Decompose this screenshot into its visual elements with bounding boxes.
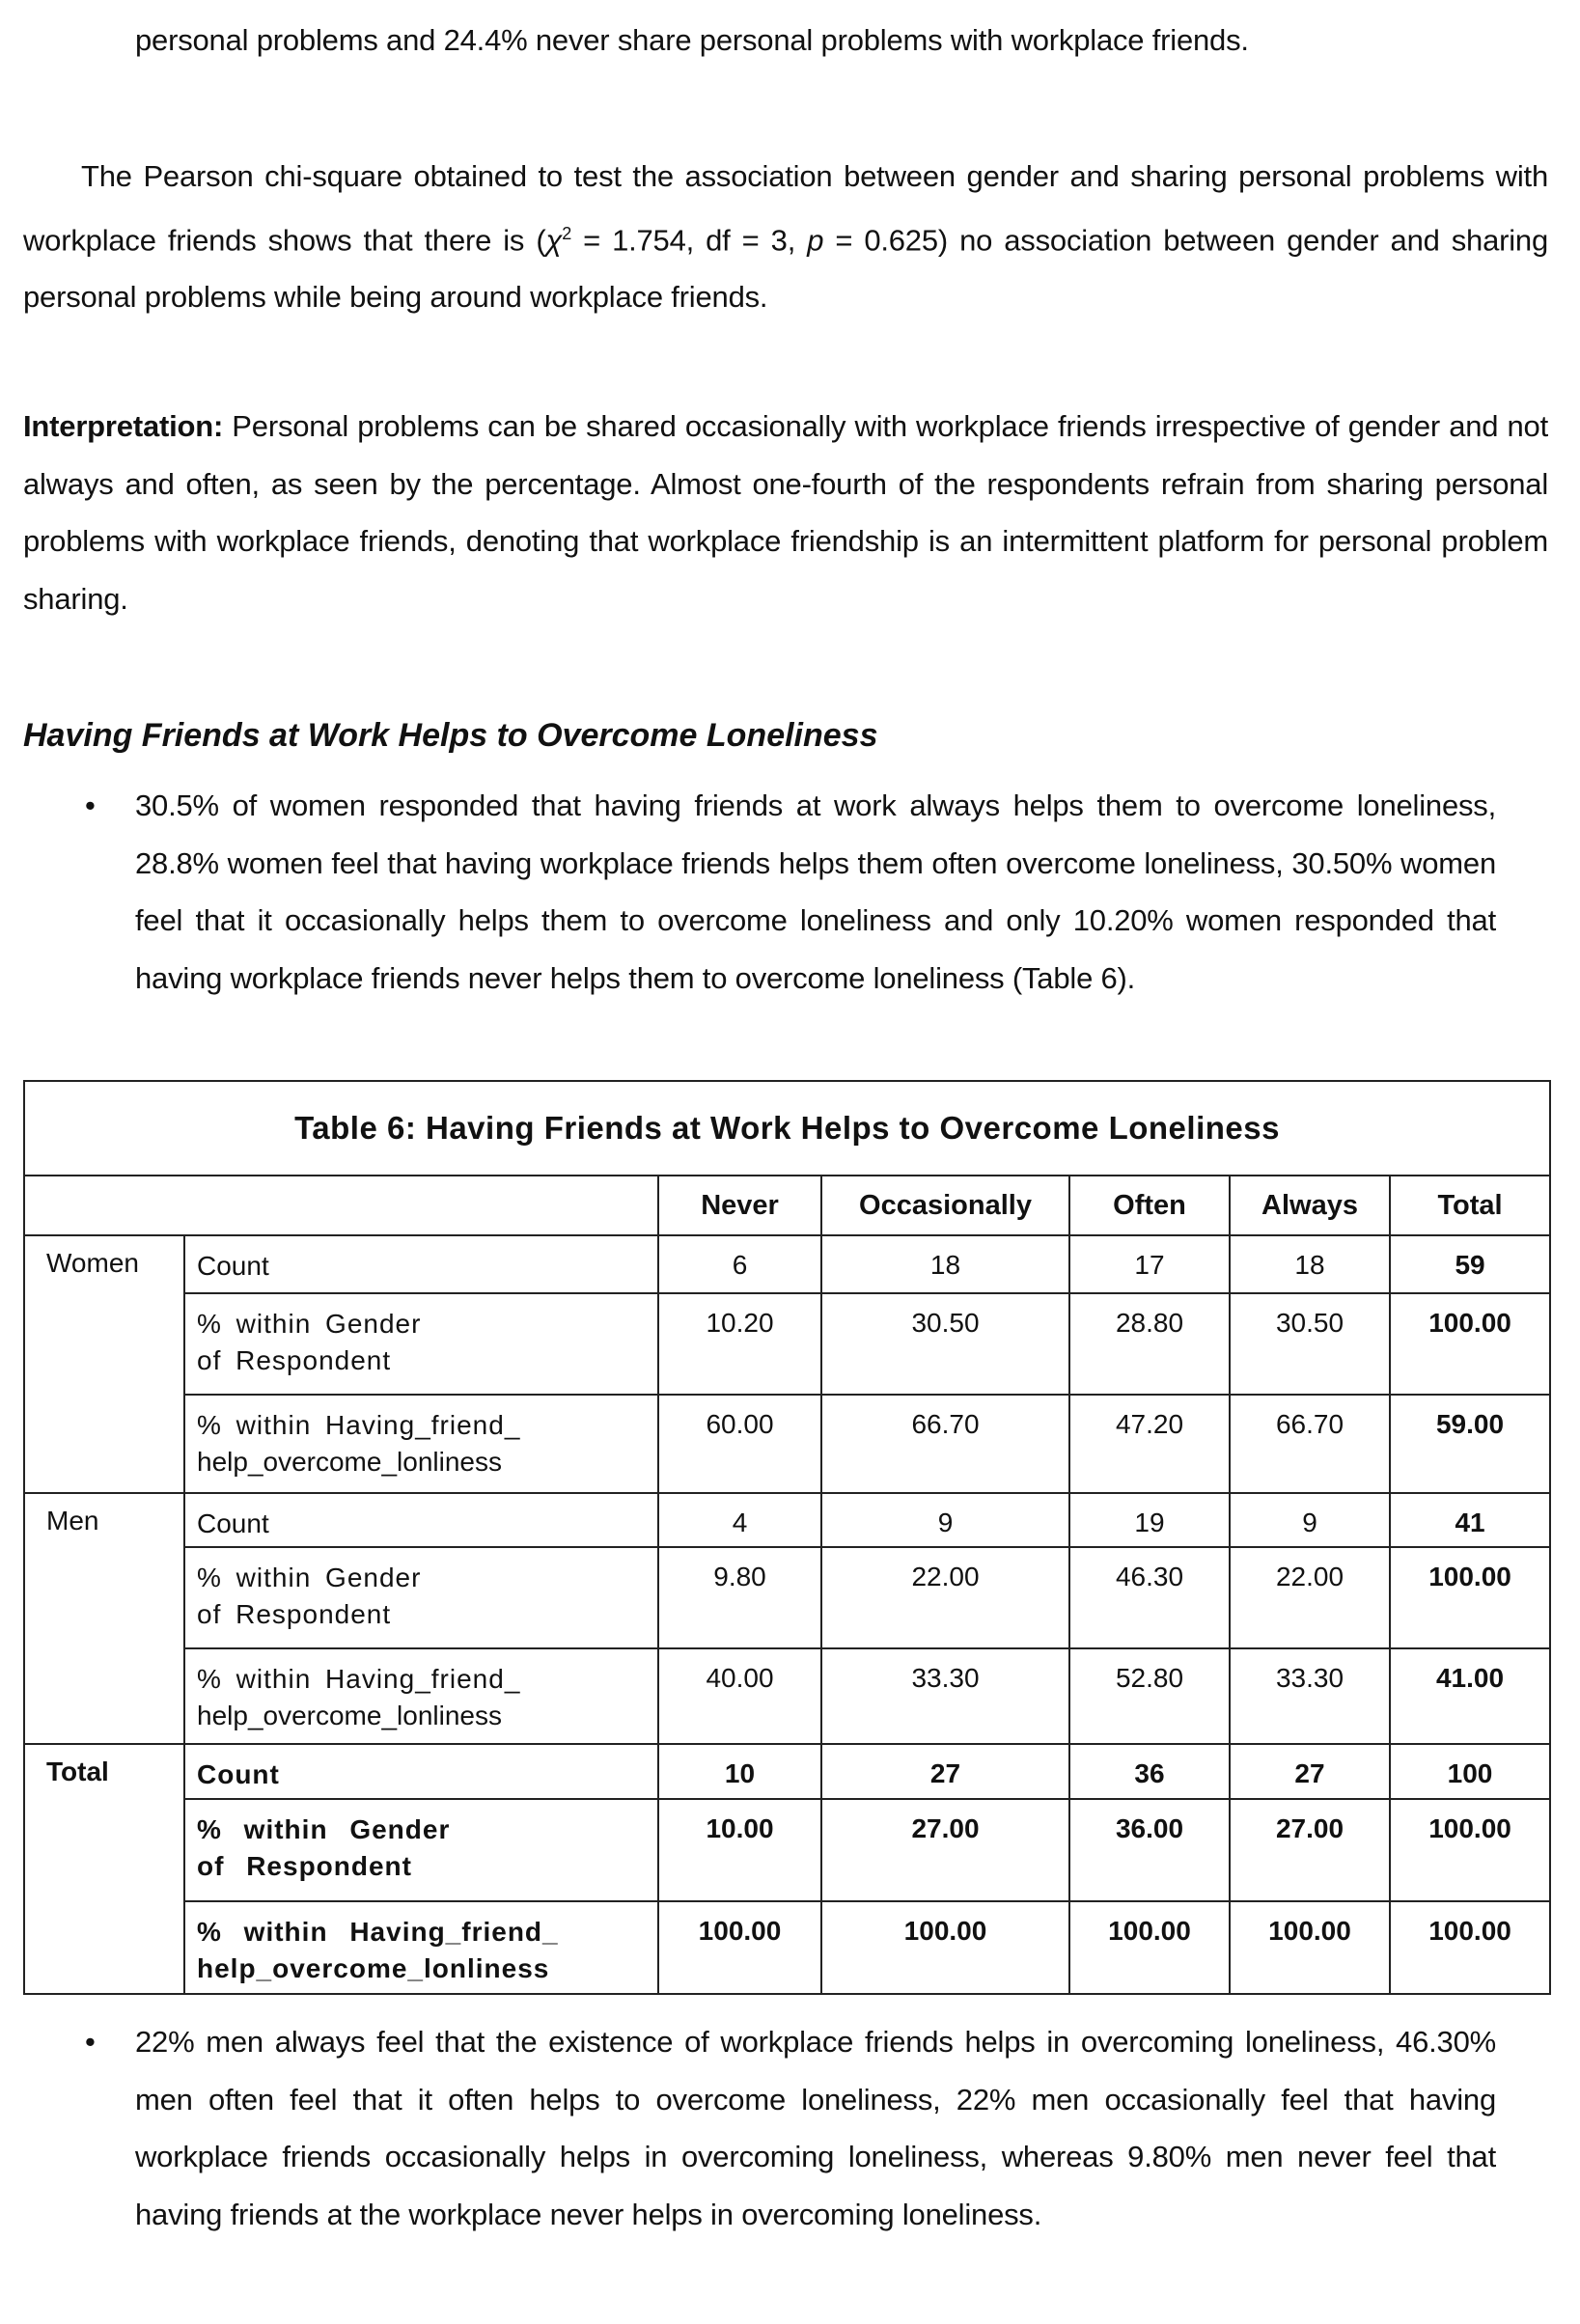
table-row xyxy=(24,1235,1550,1293)
bullet-text: 30.5% of women responded that having friends at work always helps them to overcome loneliness, 28.8% women feel that having workplace friends helps them often overcome loneliness, 30.50% women feel that it occasionally helps them to overcome loneliness and only 10.20% women responded that having workplace friends never helps them to overcome loneliness (Table 6). xyxy=(135,788,1496,995)
bullet-icon: • xyxy=(85,788,96,822)
table-cell: 6 xyxy=(658,1235,821,1293)
column-header: Total xyxy=(1390,1176,1550,1235)
continued-bullet-text xyxy=(135,12,1496,69)
table-cell: 27.00 xyxy=(1230,1799,1390,1901)
table-cell-total: 41.00 xyxy=(1390,1648,1550,1744)
table-row xyxy=(24,1799,1550,1901)
table-cell-total: 100.00 xyxy=(1390,1547,1550,1648)
table-cell-total: 100.00 xyxy=(1390,1901,1550,1994)
bullet-text: personal problems and 24.4% never share personal problems with workplace friends. xyxy=(135,23,1249,57)
table-cell-total: 59 xyxy=(1390,1235,1550,1293)
row-label xyxy=(184,1395,658,1493)
table-cell: 9.80 xyxy=(658,1547,821,1648)
row-label-line: of Respondent xyxy=(197,1599,392,1629)
row-label-line: % within Gender xyxy=(197,1563,422,1592)
table-cell: 10 xyxy=(658,1744,821,1799)
row-label-line: of Respondent xyxy=(197,1345,392,1375)
group-spacer xyxy=(24,1547,184,1648)
header-empty xyxy=(24,1176,658,1235)
group-label-men: Men xyxy=(24,1493,184,1547)
row-label: Count xyxy=(184,1493,658,1547)
table-cell: 27 xyxy=(821,1744,1069,1799)
row-label-line: % within Gender xyxy=(197,1814,451,1844)
p-symbol: p xyxy=(807,222,824,257)
interpretation-text: Personal problems can be shared occasionally with workplace friends irrespective of gender and not always and often, as seen by the percentage. Almost one-fourth of the respondents refrain from sharing personal problems with workplace friends, denoting that workplace friendship is an intermittent platform for personal problem sharing. xyxy=(23,409,1548,616)
table-cell: 46.30 xyxy=(1069,1547,1230,1648)
bullet-item-women xyxy=(85,777,1496,1007)
table-row xyxy=(24,1648,1550,1744)
table-cell: 60.00 xyxy=(658,1395,821,1493)
row-label-line: % within Having_friend_ xyxy=(197,1410,521,1440)
table-cell: 22.00 xyxy=(1230,1547,1390,1648)
row-label xyxy=(184,1293,658,1395)
interpretation-label: Interpretation: xyxy=(23,409,224,443)
table-cell: 40.00 xyxy=(658,1648,821,1744)
chi-symbol: χ xyxy=(545,222,563,257)
table-cell: 19 xyxy=(1069,1493,1230,1547)
table-row xyxy=(24,1744,1550,1799)
interpretation-paragraph xyxy=(23,398,1548,627)
group-label-total: Total xyxy=(24,1744,184,1799)
section-heading: Having Friends at Work Helps to Overcome Loneliness xyxy=(23,717,878,754)
chi-square-paragraph xyxy=(23,148,1548,326)
column-header: Always xyxy=(1230,1176,1390,1235)
table-row xyxy=(24,1493,1550,1547)
group-spacer xyxy=(24,1648,184,1744)
table-cell-total: 100 xyxy=(1390,1744,1550,1799)
group-spacer xyxy=(24,1293,184,1395)
table-cell-total: 41 xyxy=(1390,1493,1550,1547)
table-cell: 66.70 xyxy=(1230,1395,1390,1493)
column-header: Never xyxy=(658,1176,821,1235)
table-cell: 47.20 xyxy=(1069,1395,1230,1493)
bullet-item-men xyxy=(85,2013,1496,2243)
row-label: Count xyxy=(184,1235,658,1293)
table-cell: 52.80 xyxy=(1069,1648,1230,1744)
table-cell: 18 xyxy=(1230,1235,1390,1293)
table-cell: 100.00 xyxy=(1230,1901,1390,1994)
table-cell: 36.00 xyxy=(1069,1799,1230,1901)
superscript: 2 xyxy=(562,223,571,243)
table-cell: 36 xyxy=(1069,1744,1230,1799)
table-cell: 66.70 xyxy=(821,1395,1069,1493)
group-spacer xyxy=(24,1799,184,1901)
table-row xyxy=(24,1293,1550,1395)
table-cell: 27.00 xyxy=(821,1799,1069,1901)
table-cell: 4 xyxy=(658,1493,821,1547)
row-label-line: % within Having_friend_ xyxy=(197,1917,559,1947)
row-label-line: help_overcome_lonliness xyxy=(197,1701,502,1730)
table-cell: 33.30 xyxy=(1230,1648,1390,1744)
column-header: Occasionally xyxy=(821,1176,1069,1235)
table-cell: 9 xyxy=(1230,1493,1390,1547)
row-label-line: % within Having_friend_ xyxy=(197,1664,521,1694)
text-run: = 0.625) no association between gender and sharing personal problems while being around workplace friends. xyxy=(23,222,1549,315)
table-header-row xyxy=(24,1176,1550,1235)
row-label-line: help_overcome_lonliness xyxy=(197,1953,550,1983)
table-cell: 10.20 xyxy=(658,1293,821,1395)
table-row xyxy=(24,1901,1550,1994)
text-run: The Pearson chi-square obtained to test the association between gender and sharing personal problems with workplace friends shows that there is ( xyxy=(23,159,1548,257)
table-row xyxy=(24,1395,1550,1493)
bullet-text: 22% men always feel that the existence of workplace friends helps in overcoming loneliness, 46.30% men often feel that it often helps to overcome loneliness, 22% men occasionally feel that having workplace friends occasionally helps in overcoming loneliness, whereas 9.80% men never feel that having friends at the workplace never helps in overcoming loneliness. xyxy=(135,2025,1496,2231)
table-6 xyxy=(23,1080,1551,1995)
table-cell: 22.00 xyxy=(821,1547,1069,1648)
table-cell-total: 100.00 xyxy=(1390,1799,1550,1901)
group-spacer xyxy=(24,1901,184,1994)
table-cell: 100.00 xyxy=(821,1901,1069,1994)
row-label-line: % within Gender xyxy=(197,1309,422,1339)
table-cell: 10.00 xyxy=(658,1799,821,1901)
table-cell: 27 xyxy=(1230,1744,1390,1799)
table-cell-total: 59.00 xyxy=(1390,1395,1550,1493)
column-header: Often xyxy=(1069,1176,1230,1235)
table-cell: 30.50 xyxy=(1230,1293,1390,1395)
row-label-line: of Respondent xyxy=(197,1851,412,1881)
row-label xyxy=(184,1901,658,1994)
table-cell: 33.30 xyxy=(821,1648,1069,1744)
table-cell: 28.80 xyxy=(1069,1293,1230,1395)
row-label-line: help_overcome_lonliness xyxy=(197,1447,502,1477)
row-label: Count xyxy=(184,1744,658,1799)
table-title: Table 6: Having Friends at Work Helps to Overcome Loneliness xyxy=(24,1081,1550,1176)
table-cell-total: 100.00 xyxy=(1390,1293,1550,1395)
text-run: = 1.754, df = 3, xyxy=(571,222,808,257)
row-label xyxy=(184,1799,658,1901)
table-row xyxy=(24,1547,1550,1648)
table-cell: 100.00 xyxy=(1069,1901,1230,1994)
group-label-women: Women xyxy=(24,1235,184,1293)
bullet-icon: • xyxy=(85,2025,96,2059)
table-cell: 30.50 xyxy=(821,1293,1069,1395)
group-spacer xyxy=(24,1395,184,1493)
row-label xyxy=(184,1547,658,1648)
table-cell: 17 xyxy=(1069,1235,1230,1293)
table-cell: 18 xyxy=(821,1235,1069,1293)
row-label xyxy=(184,1648,658,1744)
table-cell: 9 xyxy=(821,1493,1069,1547)
table-cell: 100.00 xyxy=(658,1901,821,1994)
